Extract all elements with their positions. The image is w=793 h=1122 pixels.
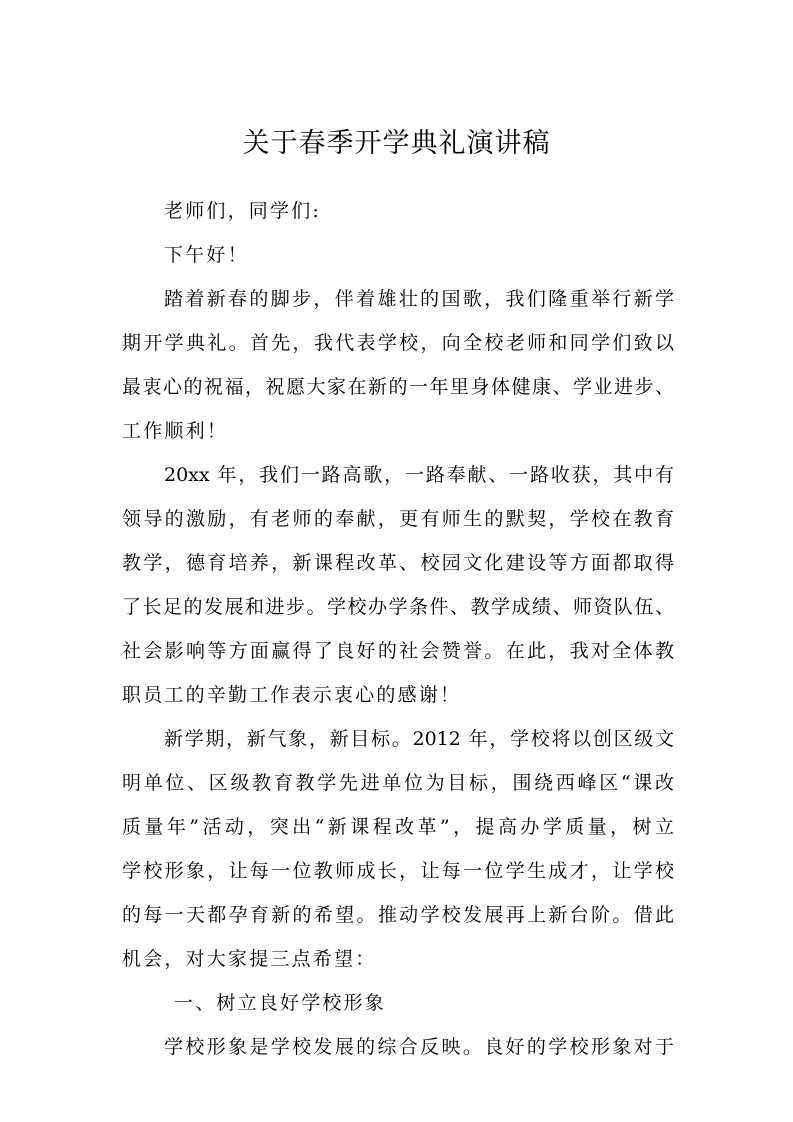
paragraph-line: 的每一天都孕育新的希望。推动学校发展再上新台阶。借此	[122, 904, 674, 926]
document-title: 关于春季开学典礼演讲稿	[242, 128, 551, 159]
greeting: 下午好！	[164, 244, 249, 266]
paragraph-line: 学校形象，让每一位教师成长，让每一位学生成才，让学校	[122, 860, 674, 882]
paragraph-line: 工作顺利！	[122, 420, 229, 442]
paragraph-line: 明单位、区级教育教学先进单位为目标，围绕西峰区“课改	[122, 772, 674, 794]
paragraph-line: 社会影响等方面赢得了良好的社会赞誉。在此，我对全体教	[122, 640, 674, 662]
paragraph-line: 了长足的发展和进步。学校办学条件、教学成绩、师资队伍、	[122, 596, 674, 618]
paragraph-line: 职员工的辛勤工作表示衷心的感谢！	[122, 684, 462, 706]
paragraph-line: 质量年”活动，突出“新课程改革”，提高办学质量，树立	[122, 816, 674, 838]
paragraph-line: 学校形象是学校发展的综合反映。良好的学校形象对于	[164, 1036, 674, 1058]
paragraph-line: 新学期，新气象，新目标。2012 年，学校将以创区级文	[164, 728, 674, 750]
salutation: 老师们，同学们:	[164, 200, 322, 222]
paragraph-line: 领导的激励，有老师的奉献，更有师生的默契，学校在教育	[122, 508, 674, 530]
section-heading: 一、树立良好学校形象	[174, 992, 387, 1014]
paragraph-line: 期开学典礼。首先，我代表学校，向全校老师和同学们致以	[122, 332, 674, 354]
paragraph-line: 教学，德育培养，新课程改革、校园文化建设等方面都取得	[122, 552, 674, 574]
paragraph-line: 最衷心的祝福，祝愿大家在新的一年里身体健康、学业进步、	[122, 376, 674, 398]
paragraph-line: 机会，对大家提三点希望：	[122, 948, 377, 970]
paragraph-line: 踏着新春的脚步，伴着雄壮的国歌，我们隆重举行新学	[164, 288, 674, 310]
paragraph-line: 20xx 年，我们一路高歌，一路奉献、一路收获，其中有	[164, 464, 674, 486]
